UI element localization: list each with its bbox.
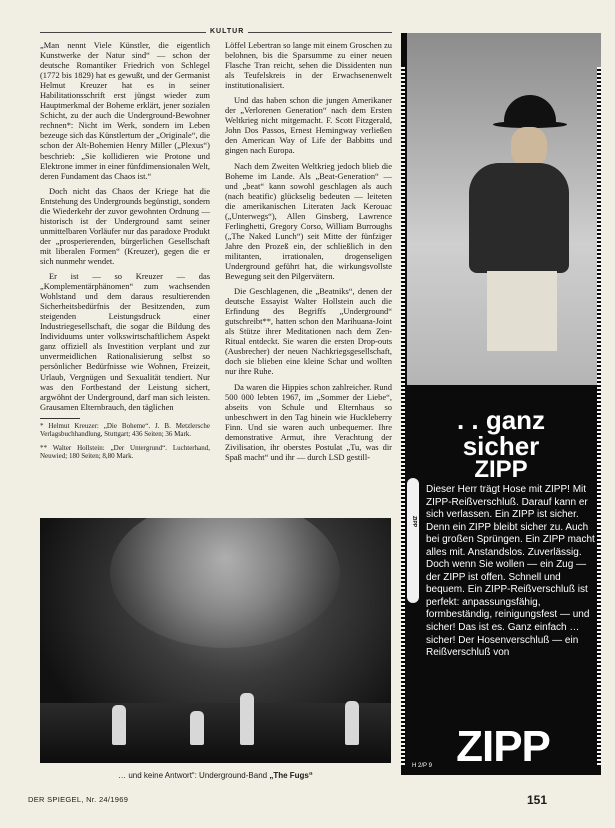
ad-photo-man-in-bowler-hat <box>407 33 601 385</box>
section-rubric <box>40 27 392 37</box>
suit <box>469 163 569 273</box>
section-label: KULTUR <box>206 27 248 37</box>
ad-body-copy: Dieser Herr trägt Hose mit ZIPP! Mit ZIPP-Reißverschluß. Darauf kann er sich verlassen. Ein ZIPP ist sicher. Denn ein ZIPP bleibt sicher zu. Auch bei großen Sprüngen. Ein ZIPP macht alles mit. Anstandslos. Zuverlässig. Doch wenn Sie wollen — ein Zug — der ZIPP ist offen. Schnell und bequem. Ein ZIPP-Reißverschluß ist perfekt: anpassungsfähig, formbeständig, reinigungsfest — und sicher! Das ist es. Ganz einfach … sicher! Der Hosenverschluß — ein Reißverschluß von <box>426 484 595 659</box>
paragraph: Doch nicht das Chaos der Kriege hat die Entstehung des Undergrounds begünstigt, sondern die Wiederkehr der zuvor gewohnten Ordnung — historisch ist der Underground samt seiner unmittelbaren Vorläufer nur das paradoxe Produkt der „prosperierenden, bürgerlichen Gesellschaft mit liberalen Formen“ (Kreuzer), gegen die er sich nunmehr wendet. <box>40 185 210 266</box>
caption-text: … und keine Antwort“: Underground-Band <box>118 771 270 780</box>
zipp-logo: ZIPP <box>456 722 550 771</box>
trousers <box>487 271 557 351</box>
photo-caption <box>40 771 391 780</box>
footnote: ** Walter Hollstein: „Der Untergrund“. Luchterhand, Neuwied; 180 Seiten; 8,80 Mark. <box>40 443 210 461</box>
footnote: * Helmut Kreuzer: „Die Boheme“. J. B. Metzlersche Verlagsbuchhandlung, Stuttgart; 436 Seiten; 36 Mark. <box>40 421 210 439</box>
band-photo <box>40 518 391 763</box>
paragraph: Nach dem Zweiten Weltkrieg jedoch blieb die Boheme im Lande. Als „Beat-Generation“ — und „beat“ kann sowohl geschlagen als auch (nach beatific) glückselig bedeuten — leiteten die amerikanischen Literaten Jack Kerouac („Unterwegs“), Allen Ginsberg, Lawrence Ferlinghetti, Gregory Corso, William Burroughs („The Naked Lunch“) seit Mitte der fünfziger Jahre den Prozeß ein, der schließlich in den militanten, irrationalen, drogenseligen Underground geführt hat, die wirkungsvollste Bewegung seit den Pilgervätern. <box>225 160 392 282</box>
ad-code: H 2/P 9 <box>412 763 432 769</box>
article-column-1 <box>40 40 210 466</box>
ad-headline-line-3: ZIPP <box>474 456 528 483</box>
caption-band-name: „The Fugs“ <box>269 771 313 780</box>
pull-tab-text: ZIPP <box>411 516 417 528</box>
stage-floor <box>40 703 391 763</box>
band-member-figure <box>112 705 126 745</box>
magazine-issue: DER SPIEGEL, Nr. 24/1969 <box>28 795 129 804</box>
paragraph: „Man nennt Viele Künstler, die eigentlich Kunstwerke der Natur sind“ — schon der deutsche Romantiker Friedrich von Schlegel (1772 bis 1829) hat es gewußt, und der Germanist Helmut Kreuzer hat es in seiner Habilitationsschrift erst jüngst wieder zum Hauptmerkmal der Boheme erklärt, jener sozialen Schicht, zu der auch die Underground-Bewohner rechnen*: Nicht im Werk, sondern im Leben bezeuge sich das Künstlertum der „Originale“, die schon der Alt-Bohemien Henry Miller („Plexus“) beschrieb: „Sie kollidieren wie Protone und Elektrone immer in einer fünfdimensionalen Welt, deren Fundament das Chaos ist.“ <box>40 40 210 181</box>
paragraph: Löffel Lebertran so lange mit einem Groschen zu belohnen, bis die Sparsumme zu einer neuen Flasche Tran reicht, sehen die Dissidenten nun als Teufelskreis in der Erwachsenenwelt institutionalisiert. <box>225 40 392 91</box>
paragraph: Und das haben schon die jungen Amerikaner der „Verlorenen Generation“ nach dem Ersten Weltkrieg nicht mitgemacht. F. Scott Fitzgerald, John Dos Passos, Ernest Hemingway verließen den American Way of Life der Babbitts und gingen nach Europa. <box>225 95 392 156</box>
band-member-figure <box>345 701 359 745</box>
ad-headline-line-2: sicher <box>462 431 540 461</box>
paragraph: Da waren die Hippies schon zahlreicher. Rund 500 000 lebten 1967, im „Sommer der Liebe“, abseits von Schule und Elternhaus so unbeschwert in den Tag hinein wie Huckleberry Finn. Und sie waren auch unbequemer. Ihre demonstrative Armut, ihre Verachtung der Zivilisation, ihr oberstes Postulat „Tu, was dir Spaß macht“ und ihr — durch LSD gestill- <box>225 381 392 462</box>
article-column-2 <box>225 40 392 467</box>
paragraph: Die Geschlagenen, die „Beatniks“, denen der deutsche Essayist Walter Hollstein auch die Erfindung des Begriffs „Underground“ gutschreibt**, hatten schon den Marihuana-Joint als Stütze ihrer Meditationen nach dem Zen-Ritual entdeckt. Sie waren die ersten Drop-outs (Ausbrecher) der neuen Nachkriegsgesellschaft, doch sie blieben eine kleine Schar und wollten nur ihre Ruhe. <box>225 286 392 377</box>
zipp-advertisement <box>401 33 601 775</box>
footnote-rule <box>40 418 80 419</box>
band-member-figure <box>190 711 204 745</box>
zipper-pull-tab <box>407 478 419 603</box>
page-number: 151 <box>527 793 548 807</box>
face <box>511 127 547 167</box>
ad-headline-line-1: . . ganz <box>456 405 546 435</box>
paragraph: Er ist — so Kreuzer — das „Komplementärphänomen“ zum wachsenden Wohlstand und dem daraus resultierenden Sicherheitsbedürfnis der Besitzenden, zum steigenden Leistungsdruck einer Industriegesellschaft, die sogar die Bildung des Individuums unter volkswirtschaftlichem Aspekt ganz offiziell als Investition verplant und zur unvermeidlichen Rationalisierung selbst so persönlicher Bedürfnisse wie Wohnen, Freizeit, Urlaub, Vergnügen und Sexualität tendiert. Nur was den Fortbestand der Leistung sichert, argwöhnt der Underground, darf man sich leisten. Grausamen Elternbrauch, den täglichen <box>40 271 210 412</box>
band-member-figure <box>240 693 254 745</box>
stage-light-dome <box>110 518 340 648</box>
